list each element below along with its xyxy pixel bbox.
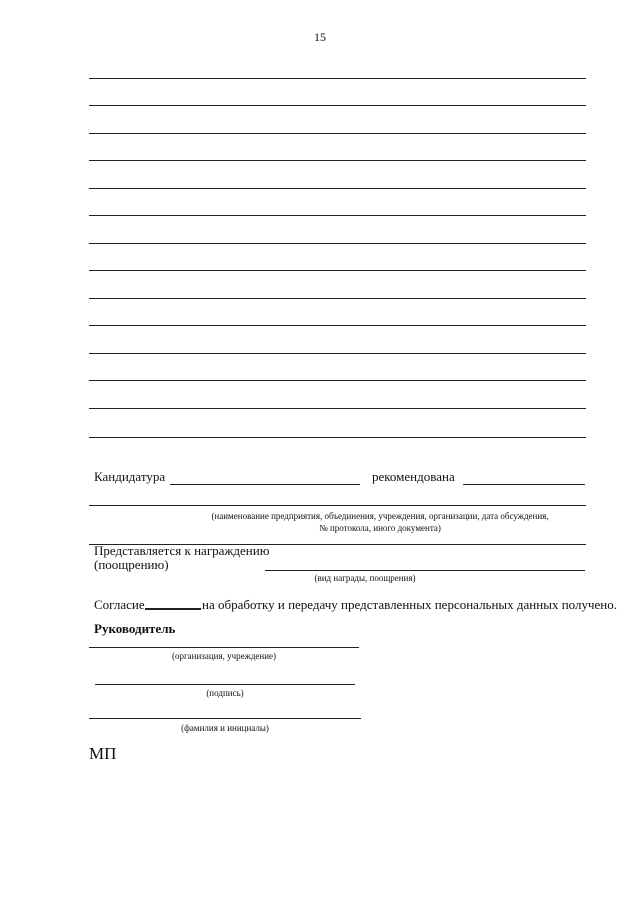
organization-caption-line-1: (наименование предприятия, объединения, учреждения, организации, дата обсуждения, [211, 511, 549, 521]
head-organization-caption: (организация, учреждение) [171, 651, 277, 661]
page-number: 15 [314, 30, 326, 44]
blank-line[interactable] [89, 353, 586, 354]
award-caption: (вид награды, поощрения) [314, 573, 416, 583]
award-label-line-1: Представляется к награждению [94, 543, 270, 558]
blank-line[interactable] [89, 408, 586, 409]
blank-line[interactable] [89, 325, 586, 326]
blank-line[interactable] [89, 380, 586, 381]
recommended-label: рекомендована [372, 469, 455, 484]
candidacy-field[interactable] [170, 484, 360, 485]
name-caption: (фамилия и инициалы) [181, 723, 269, 733]
signature-field[interactable] [95, 684, 355, 685]
recommended-by-field[interactable] [463, 484, 585, 485]
head-organization-field[interactable] [89, 647, 359, 648]
award-label-line-2: (поощрению) [94, 557, 169, 572]
blank-line[interactable] [89, 270, 586, 271]
organization-field[interactable] [89, 505, 586, 506]
blank-line[interactable] [89, 243, 586, 244]
blank-line[interactable] [89, 215, 586, 216]
consent-field[interactable] [145, 608, 201, 610]
blank-line[interactable] [89, 133, 586, 134]
blank-line[interactable] [89, 298, 586, 299]
head-label: Руководитель [94, 621, 176, 636]
candidacy-label: Кандидатура [94, 469, 166, 484]
award-type-field[interactable] [265, 570, 585, 571]
consent-text: на обработку и передачу представленных персональных данных получено. [202, 597, 617, 612]
stamp-label: МП [89, 744, 117, 763]
blank-line[interactable] [89, 160, 586, 161]
consent-label: Согласие [94, 597, 145, 612]
blank-line[interactable] [89, 78, 586, 79]
blank-line[interactable] [89, 105, 586, 106]
blank-line[interactable] [89, 437, 586, 438]
signature-caption: (подпись) [206, 688, 244, 698]
name-field[interactable] [89, 718, 361, 719]
organization-caption [180, 510, 580, 534]
blank-line[interactable] [89, 188, 586, 189]
organization-caption-line-2: № протокола, иного документа) [319, 523, 441, 533]
